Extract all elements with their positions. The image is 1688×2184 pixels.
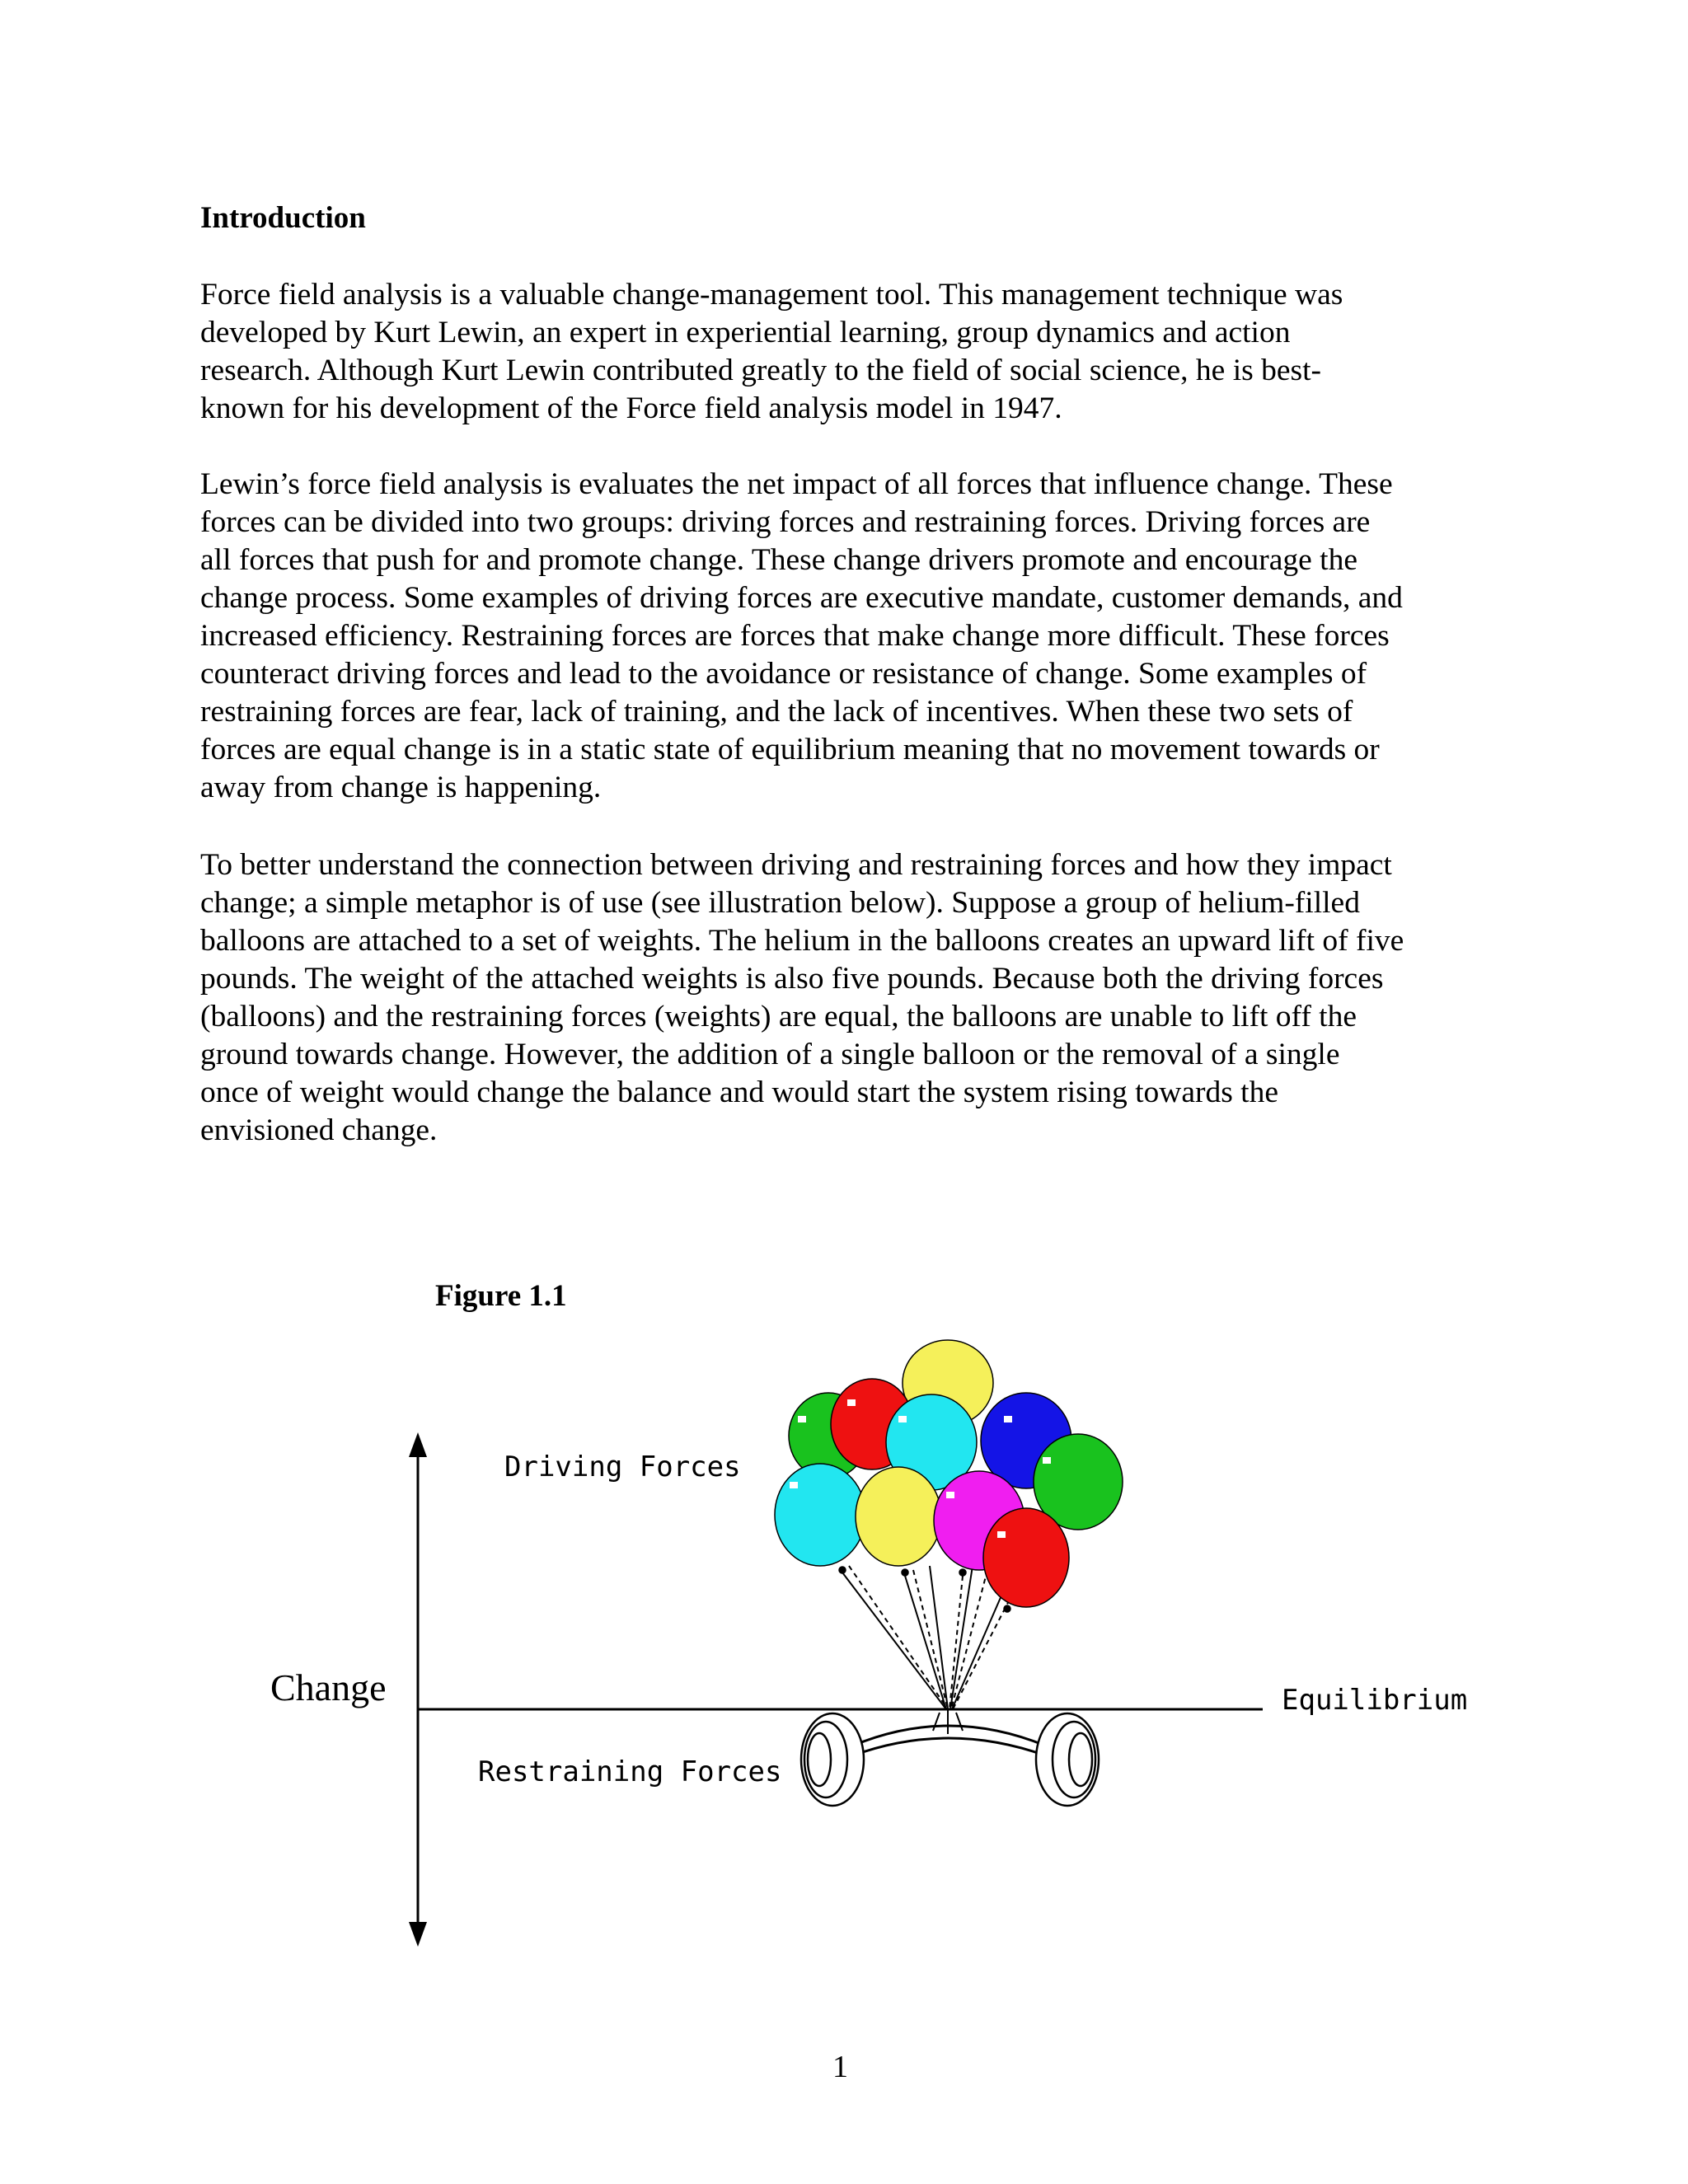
text-line: increased efficiency. Restraining forces are forces that make change more difficult. These forces [200, 619, 1390, 653]
equilibrium-label: Equilibrium [1282, 1684, 1468, 1717]
restraining-forces-label: Restraining Forces [478, 1755, 782, 1788]
balloon-red-right [983, 1508, 1069, 1607]
text-line: research. Although Kurt Lewin contributed greatly to the field of social science, he is best- [200, 354, 1321, 387]
text-line: Force field analysis is a valuable change-management tool. This management technique was [200, 278, 1343, 312]
barbell-weight [801, 1713, 1099, 1806]
text-line: forces are equal change is in a static state of equilibrium meaning that no movement towards or [200, 733, 1380, 766]
text-line: To better understand the connection between driving and restraining forces and how they impact [200, 848, 1392, 882]
text-line: (balloons) and the restraining forces (weights) are equal, the balloons are unable to lift off the [200, 1000, 1357, 1033]
text-line: away from change is happening. [200, 771, 602, 804]
balloon-cluster [775, 1340, 1123, 1612]
text-line: balloons are attached to a set of weights. The helium in the balloons creates an upward lift of five [200, 924, 1404, 958]
text-line: forces can be divided into two groups: driving forces and restraining forces. Driving forces are [200, 505, 1371, 539]
paragraph-intro [200, 276, 1503, 428]
change-axis-label: Change [270, 1666, 387, 1708]
text-line: ground towards change. However, the addition of a single balloon or the removal of a single [200, 1038, 1340, 1071]
text-line: once of weight would change the balance and would start the system rising towards the [200, 1076, 1278, 1109]
page-number: 1 [832, 2050, 848, 2084]
force-field-illustration [0, 1319, 1688, 1978]
arrow-up-icon [409, 1432, 427, 1457]
paragraph-forces [200, 466, 1503, 807]
balloon-yellow-center [856, 1467, 941, 1566]
paragraph-metaphor [200, 846, 1503, 1150]
text-line: all forces that push for and promote change. These change drivers promote and encourage the [200, 543, 1357, 577]
text-line: change; a simple metaphor is of use (see illustration below). Suppose a group of helium-filled [200, 886, 1360, 920]
text-line: pounds. The weight of the attached weights is also five pounds. Because both the driving forces [200, 962, 1384, 996]
text-line: developed by Kurt Lewin, an expert in experiential learning, group dynamics and action [200, 316, 1291, 349]
driving-forces-label: Driving Forces [504, 1451, 741, 1483]
text-line: Lewin’s force field analysis is evaluates the net impact of all forces that influence change. These [200, 467, 1393, 501]
text-line: restraining forces are fear, lack of training, and the lack of incentives. When these two sets of [200, 695, 1353, 729]
change-axis [409, 1432, 427, 1947]
section-heading: Introduction [200, 201, 366, 235]
text-line: change process. Some examples of driving forces are executive mandate, customer demands, and [200, 581, 1403, 615]
balloon-cyan-left [775, 1464, 865, 1566]
text-line: envisioned change. [200, 1113, 438, 1147]
text-line: known for his development of the Force field analysis model in 1947. [200, 391, 1062, 425]
text-line: counteract driving forces and lead to the avoidance or resistance of change. Some examples of [200, 657, 1367, 691]
figure-caption: Figure 1.1 [435, 1279, 567, 1313]
arrow-down-icon [409, 1922, 427, 1947]
